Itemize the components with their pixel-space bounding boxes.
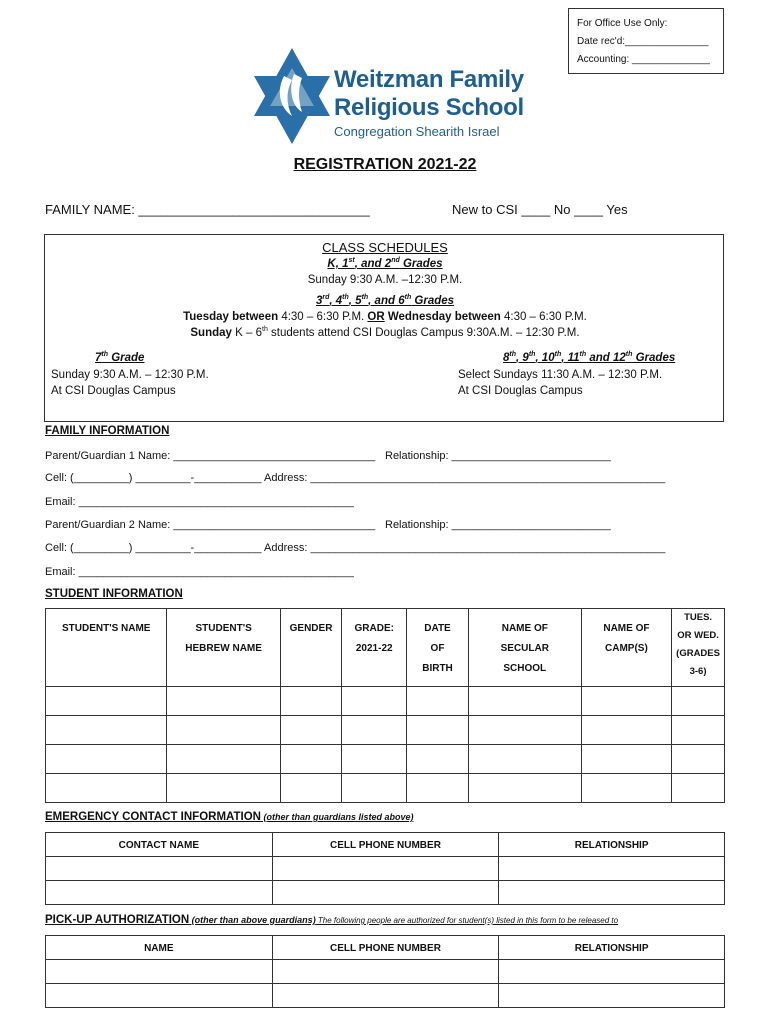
col-secular-school: NAME OF SECULAR SCHOOL bbox=[468, 609, 581, 687]
g36-line2: Sunday K – 6th students attend CSI Douglas Campus 9:30A.M. – 12:30 P.M. bbox=[190, 326, 580, 339]
office-use-title: For Office Use Only: bbox=[577, 18, 668, 29]
table-row bbox=[46, 716, 725, 745]
emergency-heading: EMERGENCY CONTACT INFORMATION (other than guardians listed above) bbox=[45, 811, 414, 823]
student-info-heading: STUDENT INFORMATION bbox=[45, 588, 183, 600]
pickup-table-header bbox=[46, 936, 725, 960]
parent1-name-field[interactable]: Parent/Guardian 1 Name: _________________________________ bbox=[45, 450, 376, 462]
office-use-box bbox=[568, 8, 724, 74]
table-row bbox=[46, 881, 725, 905]
col-grade: GRADE: 2021-22 bbox=[342, 609, 407, 687]
g7-heading: 7th Grade bbox=[95, 351, 145, 364]
k2-time: Sunday 9:30 A.M. –12:30 P.M. bbox=[307, 274, 463, 286]
g36-heading: 3rd, 4th, 5th, and 6th Grades bbox=[315, 294, 455, 307]
parent2-name-field[interactable]: Parent/Guardian 2 Name: _________________________________ bbox=[45, 519, 376, 531]
school-logo bbox=[250, 46, 540, 146]
logo-subtitle: Congregation Shearith Israel bbox=[334, 124, 500, 139]
col-hebrew-name: STUDENT'S HEBREW NAME bbox=[167, 609, 280, 687]
col-relationship: RELATIONSHIP bbox=[499, 833, 725, 857]
parent1-email-field[interactable]: Email: _____________________________________________ bbox=[45, 496, 354, 508]
parent2-email-field[interactable]: Email: _____________________________________________ bbox=[45, 566, 354, 578]
g7-location: At CSI Douglas Campus bbox=[51, 385, 176, 397]
parent1-cell-field[interactable]: Cell: (_________) _________-___________ bbox=[45, 472, 262, 484]
emergency-table-header bbox=[46, 833, 725, 857]
logo-line2: Religious School bbox=[334, 94, 524, 121]
accounting-field[interactable]: Accounting: ______________ bbox=[577, 54, 710, 65]
student-table bbox=[45, 608, 725, 803]
col-pickup-cell: CELL PHONE NUMBER bbox=[272, 936, 499, 960]
table-row bbox=[46, 745, 725, 774]
logo-name bbox=[334, 66, 524, 122]
parent1-address-field[interactable]: Address: __________________________________________________________ bbox=[264, 472, 666, 484]
g812-time: Select Sundays 11:30 A.M. – 12:30 P.M. bbox=[458, 369, 663, 381]
k2-heading: K, 1st, and 2nd Grades bbox=[327, 257, 443, 270]
new-to-csi-field[interactable]: New to CSI ____ No ____ Yes bbox=[452, 202, 628, 217]
family-info-heading: FAMILY INFORMATION bbox=[45, 425, 170, 437]
col-student-name: STUDENT'S NAME bbox=[46, 609, 167, 687]
star-of-david-icon bbox=[250, 46, 334, 146]
parent2-relationship-field[interactable]: Relationship: __________________________ bbox=[385, 519, 611, 531]
student-table-header bbox=[46, 609, 725, 687]
emergency-table bbox=[45, 832, 725, 905]
table-row bbox=[46, 960, 725, 984]
col-camps: NAME OF CAMP(S) bbox=[581, 609, 671, 687]
table-row bbox=[46, 687, 725, 716]
g36-line1: Tuesday between 4:30 – 6:30 P.M. OR Wednesday between 4:30 – 6:30 P.M. bbox=[183, 311, 587, 323]
schedules-heading: CLASS SCHEDULES bbox=[322, 240, 448, 255]
g812-location: At CSI Douglas Campus bbox=[458, 385, 583, 397]
col-contact-name: CONTACT NAME bbox=[46, 833, 273, 857]
class-schedules-box bbox=[44, 234, 724, 422]
g812-heading: 8th, 9th, 10th, 11th and 12th Grades bbox=[503, 351, 676, 364]
date-received-field[interactable]: Date rec'd:_______________ bbox=[577, 36, 709, 47]
parent1-relationship-field[interactable]: Relationship: __________________________ bbox=[385, 450, 611, 462]
pickup-table bbox=[45, 935, 725, 1008]
col-cell-phone: CELL PHONE NUMBER bbox=[272, 833, 499, 857]
col-pickup-name: NAME bbox=[46, 936, 273, 960]
col-tues-wed: TUES. OR WED. (GRADES 3-6) bbox=[672, 609, 725, 687]
col-dob: DATE OF BIRTH bbox=[407, 609, 469, 687]
table-row bbox=[46, 774, 725, 803]
table-row bbox=[46, 857, 725, 881]
family-name-field[interactable]: FAMILY NAME: ________________________________ bbox=[45, 202, 370, 217]
table-row bbox=[46, 984, 725, 1008]
g7-time: Sunday 9:30 A.M. – 12:30 P.M. bbox=[51, 369, 209, 381]
logo-line1: Weitzman Family bbox=[334, 66, 524, 93]
parent2-address-field[interactable]: Address: __________________________________________________________ bbox=[264, 542, 666, 554]
pickup-heading: PICK-UP AUTHORIZATION (other than above guardians) The following people are authorized for student(s) listed in this form to be released to bbox=[45, 914, 619, 926]
col-pickup-relationship: RELATIONSHIP bbox=[499, 936, 725, 960]
page-title: REGISTRATION 2021-22 bbox=[293, 156, 477, 173]
parent2-cell-field[interactable]: Cell: (_________) _________-___________ bbox=[45, 542, 262, 554]
col-gender: GENDER bbox=[280, 609, 342, 687]
